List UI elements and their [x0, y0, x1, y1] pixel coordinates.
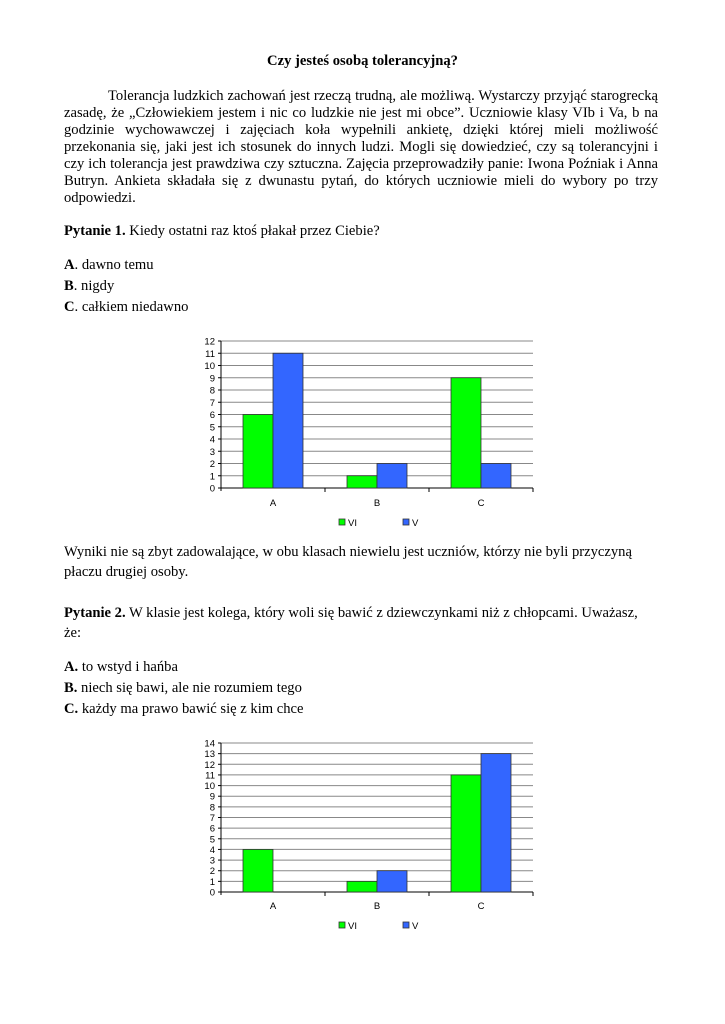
legend-label-v: V — [412, 921, 419, 932]
y-tick-label: 0 — [209, 887, 215, 899]
y-tick-label: 2 — [209, 866, 215, 878]
y-tick-label: 0 — [209, 483, 215, 495]
y-tick-label: 9 — [209, 791, 215, 803]
q2-option-b — [64, 678, 658, 698]
legend-swatch-vi — [339, 922, 345, 928]
bar-vi-c — [451, 378, 481, 488]
option-text: . nigdy — [73, 278, 115, 294]
q2-option-a — [64, 657, 658, 677]
option-text: . całkiem niedawno — [74, 299, 189, 315]
y-tick-label: 8 — [209, 385, 215, 397]
question-2-label: Pytanie 2. — [64, 605, 126, 621]
x-tick-label: C — [477, 901, 485, 912]
page-title: Czy jesteś osobą tolerancyjną? — [267, 53, 458, 69]
y-tick-label: 9 — [209, 373, 215, 385]
x-tick-label: B — [373, 901, 381, 912]
y-tick-label: 3 — [209, 855, 215, 867]
legend-label-vi: VI — [348, 518, 357, 529]
x-tick-label: B — [373, 498, 381, 509]
question-1-text: Kiedy ostatni raz ktoś płakał przez Ciebie? — [125, 223, 380, 239]
y-tick-label: 13 — [204, 749, 215, 761]
y-tick-label: 8 — [209, 802, 215, 814]
y-tick-label: 11 — [205, 770, 215, 782]
intro-paragraph: Tolerancja ludzkich zachowań jest rzeczą trudną, ale możliwą. Wystarczy przyjąć starogrecką zasadę, że „Człowiekiem jestem i nic co ludzkie nie jest mi obce”. Uczniowie klasy VIb i Va, b na godzinie wychowawczej i zajęciach koła wypełnili ankietę, dzięki której mieli możliwość przekonania się, jaki jest ich stosunek do innych ludzi. Mogli się dowiedzieć, czy są tolerancyjni i czy ich tolerancja jest prawdziwa czy sztuczna. Zajęcia przeprowadziły panie: Iwona Poźniak i Anna Butryn. Ankieta składała się z dwunastu pytań, do których uczniowie mieli do wybory po trzy odpowiedzi. — [64, 88, 658, 206]
bar-vi-b — [347, 881, 377, 892]
bar-vi-b — [347, 476, 377, 488]
q1-option-a — [64, 255, 658, 275]
y-tick-label: 1 — [209, 471, 215, 483]
chart-question-2 — [190, 735, 550, 940]
chart-question-1 — [190, 330, 550, 535]
y-tick-label: 14 — [204, 738, 215, 750]
bar-vi-a — [243, 849, 273, 892]
option-letter: B — [64, 278, 74, 294]
option-letter: C. — [64, 701, 79, 717]
legend-label-v: V — [412, 518, 419, 529]
y-tick-label: 7 — [209, 813, 215, 824]
y-tick-label: 2 — [209, 459, 215, 470]
q2-option-c — [64, 699, 658, 719]
q1-option-b — [64, 276, 658, 296]
y-tick-label: 10 — [204, 781, 215, 793]
bar-vi-c — [451, 775, 481, 892]
bar-vi-a — [243, 415, 273, 489]
bar-v-b — [377, 464, 407, 489]
legend-swatch-vi — [339, 519, 345, 525]
x-tick-label: C — [477, 498, 485, 509]
option-text: . dawno temu — [74, 257, 154, 273]
bar-v-c — [481, 754, 511, 892]
question-2 — [64, 603, 658, 643]
option-letter: B. — [64, 680, 78, 696]
bar-v-c — [481, 464, 511, 489]
option-text: to wstyd i hańba — [78, 659, 178, 675]
option-text: każdy ma prawo bawić się z kim chce — [78, 701, 304, 717]
y-tick-label: 4 — [209, 434, 215, 446]
question-1-label: Pytanie 1. — [64, 223, 126, 239]
x-tick-label: A — [269, 901, 277, 912]
y-tick-label: 4 — [209, 844, 215, 856]
option-letter: A. — [64, 659, 79, 675]
x-tick-label: A — [269, 498, 277, 509]
bar-v-b — [377, 871, 407, 892]
legend-swatch-v — [403, 519, 409, 525]
question-1 — [64, 221, 658, 241]
option-letter: A — [64, 257, 75, 273]
y-tick-label: 12 — [204, 759, 215, 771]
question-2-text: W klasie jest kolega, który woli się bawić z dziewczynkami niż z chłopcami. Uważasz, że: — [64, 605, 638, 641]
y-tick-label: 6 — [209, 410, 215, 421]
question-1-comment: Wyniki nie są zbyt zadowalające, w obu klasach niewielu jest uczniów, którzy nie byli przyczyną płaczu drugiej osoby. — [64, 544, 632, 580]
y-tick-label: 7 — [209, 397, 215, 409]
legend-swatch-v — [403, 922, 409, 928]
y-tick-label: 12 — [204, 336, 215, 348]
y-tick-label: 11 — [205, 348, 215, 360]
option-letter: C — [64, 299, 75, 315]
y-tick-label: 6 — [209, 823, 215, 835]
y-tick-label: 5 — [209, 834, 215, 846]
q1-option-c — [64, 297, 658, 317]
y-tick-label: 1 — [209, 876, 215, 888]
y-tick-label: 3 — [209, 446, 215, 458]
option-text: niech się bawi, ale nie rozumiem tego — [77, 680, 302, 696]
bar-v-a — [273, 353, 303, 488]
y-tick-label: 10 — [204, 361, 215, 372]
legend-label-vi: VI — [348, 921, 357, 932]
y-tick-label: 5 — [209, 422, 215, 434]
